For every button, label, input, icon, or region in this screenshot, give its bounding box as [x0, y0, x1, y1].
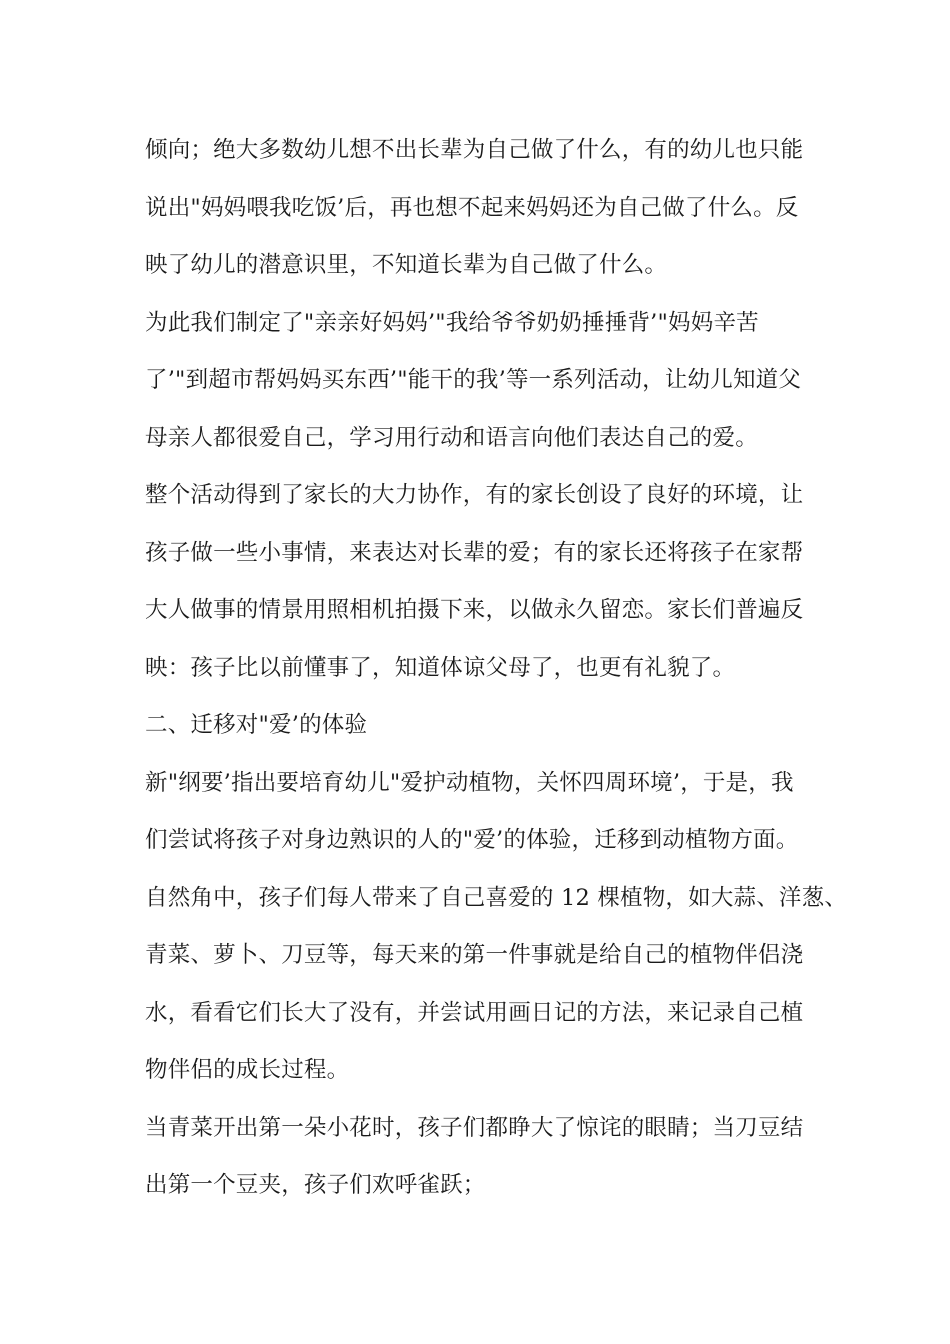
text-line: 物伴侣的成长过程。 [145, 1057, 350, 1083]
text-line: 说出"妈妈喂我吃饭’后，再也想不起来妈妈还为自己做了什么。反 [145, 194, 799, 221]
text-line: 映了幼儿的潜意识里，不知道长辈为自己做了什么。 [145, 252, 668, 278]
text-line: 孩子做一些小事情，来表达对长辈的爱；有的家长还将孩子在家帮 [145, 539, 804, 566]
text-line: 自然角中，孩子们每人带来了自己喜爱的 12 棵植物，如大蒜、洋葱、 [145, 884, 848, 911]
text-line: 倾向；绝大多数幼儿想不出长辈为自己做了什么，有的幼儿也只能 [145, 137, 804, 163]
text-line: 大人做事的情景用照相机拍摄下来，以做永久留恋。家长们普遍反 [145, 597, 804, 623]
section-heading: 二、迁移对"爱’的体验 [145, 712, 368, 738]
document-body [145, 122, 848, 1215]
text-line: 当青菜开出第一朵小花时，孩子们都睁大了惊诧的眼睛；当刀豆结 [145, 1114, 804, 1141]
text-line: 整个活动得到了家长的大力协作，有的家长创设了良好的环境，让 [145, 482, 804, 508]
text-line: 了’"到超市帮妈妈买东西’"能干的我’等一系列活动，让幼儿知道父 [145, 367, 802, 393]
text-line: 青菜、萝卜、刀豆等，每天来的第一件事就是给自己的植物伴侣浇 [145, 942, 804, 968]
text-line: 新"纲要’指出要培育幼儿"爱护动植物，关怀四周环境’，于是，我 [145, 769, 794, 796]
text-line: 映：孩子比以前懂事了，知道体谅父母了，也更有礼貌了。 [145, 654, 736, 681]
text-line: 们尝试将孩子对身边熟识的人的"爱’的体验，迁移到动植物方面。 [145, 827, 799, 853]
text-line: 为此我们制定了"亲亲好妈妈’"我给爷爷奶奶捶捶背’"妈妈辛苦 [145, 309, 759, 336]
text-line: 水，看看它们长大了没有，并尝试用画日记的方法，来记录自己植 [145, 999, 804, 1026]
text-line: 母亲人都很爱自己，学习用行动和语言向他们表达自己的爱。 [145, 424, 758, 451]
text-line: 出第一个豆夹，孩子们欢呼雀跃； [145, 1172, 486, 1198]
